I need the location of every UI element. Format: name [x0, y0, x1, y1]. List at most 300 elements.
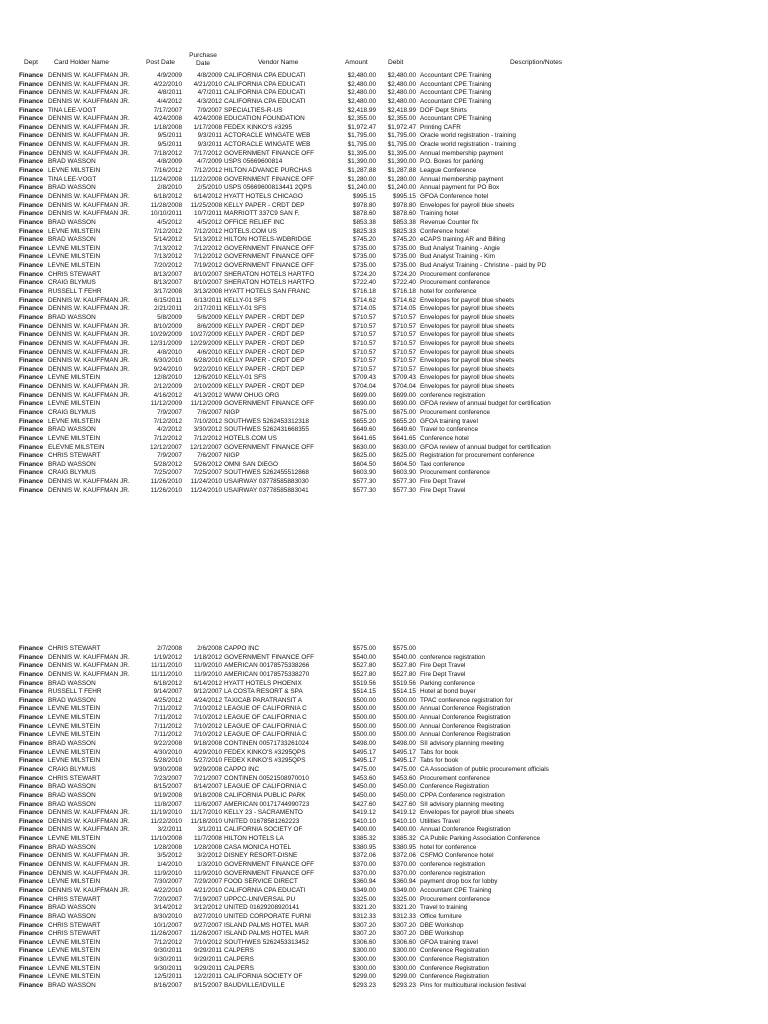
cell-card-holder: LEVNE MILSTEIN [48, 244, 101, 252]
table-row [0, 818, 768, 827]
header-post-date: Post Date [146, 59, 175, 66]
cell-amount: $349.00 [352, 886, 376, 894]
cell-purchase-date: 12/6/2010 [193, 374, 222, 382]
cell-purchase-date: 4/7/2011 [197, 89, 222, 97]
cell-post-date: 2/7/2008 [157, 645, 182, 652]
cell-amount: $498.00 [352, 740, 376, 748]
cell-debit: $604.50 [392, 460, 416, 468]
table-row [0, 870, 768, 879]
cell-vendor: LEAGUE OF CALIFORNIA C [224, 731, 307, 739]
cell-debit: $400.00 [392, 826, 416, 834]
cell-post-date: 4/24/2008 [153, 115, 182, 123]
table-row [0, 184, 768, 193]
cell-vendor: LEAGUE OF CALIFORNIA C [224, 705, 307, 713]
cell-card-holder: DENNIS W. KAUFFMAN JR. [48, 97, 130, 105]
cell-dept: Finance [19, 80, 44, 88]
cell-vendor: TAXICAB PARATRANSIT A [224, 696, 303, 704]
cell-amount: $625.00 [352, 452, 376, 460]
cell-amount: $321.20 [352, 904, 376, 912]
cell-card-holder: LEVNE MILSTEIN [48, 253, 101, 261]
cell-debit: $878.60 [392, 210, 416, 218]
cell-description: Procurement conference [420, 774, 490, 782]
cell-description: Envelopes for payroll blue sheets [420, 339, 515, 347]
cell-purchase-date: 1/17/2008 [193, 123, 222, 131]
table-row [0, 279, 768, 288]
cell-post-date: 12/31/2009 [150, 339, 182, 347]
cell-description: Annual Conference Registration [420, 705, 511, 713]
cell-purchase-date: 4/8/2009 [197, 72, 222, 79]
cell-purchase-date: 7/12/2012 [193, 253, 222, 261]
cell-purchase-date: 7/12/2012 [193, 227, 222, 235]
cell-dept: Finance [19, 149, 44, 157]
table-row [0, 349, 768, 358]
cell-post-date: 4/8/2010 [157, 348, 182, 356]
cell-post-date: 4/25/2012 [153, 696, 182, 704]
cell-vendor: NIGP [224, 452, 240, 460]
cell-post-date: 6/18/2012 [153, 679, 182, 687]
cell-vendor: HYATT HOTELS SAN FRANC [224, 288, 310, 296]
cell-amount: $380.95 [352, 843, 376, 851]
cell-description: conference registration [420, 391, 486, 399]
cell-post-date: 4/4/2012 [157, 97, 182, 105]
cell-amount: $853.38 [352, 218, 376, 226]
cell-post-date: 4/30/2010 [153, 748, 182, 756]
cell-dept: Finance [19, 869, 44, 877]
cell-post-date: 4/22/2010 [153, 886, 182, 894]
cell-amount: $724.20 [352, 270, 376, 278]
cell-description: Travel to conference [420, 426, 479, 434]
table-row [0, 435, 768, 444]
cell-post-date: 5/28/2010 [153, 757, 182, 765]
cell-amount: $710.57 [352, 365, 376, 373]
column-headers [0, 52, 768, 72]
table-row [0, 861, 768, 870]
cell-post-date: 2/12/2009 [153, 383, 182, 391]
cell-debit: $2,480.00 [387, 97, 416, 105]
cell-purchase-date: 4/21/2010 [193, 80, 222, 88]
cell-dept: Finance [19, 930, 44, 938]
cell-amount: $1,240.00 [347, 184, 376, 192]
cell-description: Pins for multicultural inclusion festival [420, 981, 526, 989]
cell-post-date: 11/24/2008 [150, 175, 182, 183]
cell-amount: $527.80 [352, 662, 376, 670]
table-row [0, 922, 768, 931]
table-row [0, 835, 768, 844]
cell-dept: Finance [19, 460, 44, 468]
cell-amount: $604.50 [352, 460, 376, 468]
cell-purchase-date: 4/29/2010 [193, 748, 222, 756]
cell-card-holder: BRAD WASSON [48, 184, 96, 192]
cell-dept: Finance [19, 218, 44, 226]
cell-post-date: 11/9/2010 [154, 869, 182, 877]
cell-debit: $710.57 [392, 331, 416, 339]
cell-post-date: 8/10/2009 [153, 322, 182, 330]
cell-debit: $603.90 [392, 469, 416, 477]
cell-post-date: 5/8/2009 [157, 313, 182, 321]
cell-vendor: HOTELS.COM US [224, 227, 277, 235]
cell-debit: $495.17 [392, 748, 416, 756]
cell-card-holder: DENNIS W. KAUFFMAN JR. [48, 817, 130, 825]
cell-purchase-date: 7/19/2007 [193, 895, 222, 903]
cell-vendor: CALIFORNIA SOCIETY OF [224, 826, 303, 834]
cell-description: conference registration [420, 869, 486, 877]
cell-card-holder: LEVNE MILSTEIN [48, 400, 101, 408]
cell-debit: $325.00 [392, 895, 416, 903]
cell-debit: $2,480.00 [387, 72, 416, 79]
cell-vendor: CALIFORNIA CPA EDUCATI [224, 72, 306, 79]
cell-dept: Finance [19, 72, 44, 79]
cell-vendor: KELLY PAPER - CRDT DEP [224, 357, 305, 365]
cell-debit: $427.60 [392, 800, 416, 808]
cell-vendor: SHERATON HOTELS HARTFO [224, 279, 315, 287]
cell-amount: $307.20 [352, 930, 376, 938]
cell-post-date: 9/30/2011 [154, 956, 182, 964]
cell-purchase-date: 12/12/2007 [190, 443, 222, 451]
cell-description: SII advisory planning meeting [420, 800, 504, 808]
cell-dept: Finance [19, 175, 44, 183]
cell-purchase-date: 9/29/2011 [194, 947, 222, 955]
cell-description: CPPA Conference registration [420, 791, 505, 799]
cell-post-date: 5/28/2012 [153, 460, 182, 468]
cell-post-date: 8/13/2007 [153, 270, 182, 278]
cell-purchase-date: 6/13/2011 [194, 296, 222, 304]
cell-amount: $300.00 [352, 947, 376, 955]
cell-description: Envelopes for payroll blue sheets [420, 365, 515, 373]
cell-vendor: ISLAND PALMS HOTEL MAR [224, 921, 309, 929]
cell-card-holder: LEVNE MILSTEIN [48, 262, 101, 270]
cell-card-holder: BRAD WASSON [48, 696, 96, 704]
cell-vendor: LEAGUE OF CALIFORNIA C [224, 714, 307, 722]
cell-description: CA Public Parking Association Conference [420, 835, 541, 843]
cell-dept: Finance [19, 305, 44, 313]
cell-card-holder: LEVNE MILSTEIN [48, 757, 101, 765]
cell-debit: $299.00 [392, 973, 416, 981]
table-row [0, 723, 768, 732]
cell-description: Office furniture [420, 912, 462, 920]
table-row [0, 305, 768, 314]
cell-debit: $655.20 [392, 417, 416, 425]
cell-description: eCAPS training AR and Billing [420, 236, 506, 244]
cell-description: Procurement conference [420, 270, 490, 278]
cell-description: GFOA Conference hotel [420, 192, 489, 200]
cell-post-date: 1/4/2010 [157, 861, 182, 869]
cell-purchase-date: 9/18/2008 [193, 740, 222, 748]
cell-purchase-date: 1/28/2008 [193, 843, 222, 851]
cell-vendor: BAUDVILLE/IDVILLE [224, 981, 285, 989]
cell-dept: Finance [19, 895, 44, 903]
cell-amount: $716.18 [352, 288, 376, 296]
cell-dept: Finance [19, 722, 44, 730]
cell-post-date: 9/5/2011 [157, 141, 182, 149]
cell-post-date: 11/26/2010 [150, 478, 182, 486]
cell-purchase-date: 3/13/2008 [193, 288, 222, 296]
cell-post-date: 11/11/2010 [150, 670, 182, 678]
cell-amount: $299.00 [352, 973, 376, 981]
cell-amount: $453.60 [352, 774, 376, 782]
cell-amount: $710.57 [352, 357, 376, 365]
cell-vendor: KELLY PAPER - CRDT DEP [224, 348, 305, 356]
table-row [0, 297, 768, 306]
cell-dept: Finance [19, 469, 44, 477]
table-row [0, 107, 768, 116]
cell-debit: $450.00 [392, 791, 416, 799]
cell-vendor: HILTON HOTELS LA [224, 835, 284, 843]
cell-dept: Finance [19, 956, 44, 964]
cell-purchase-date: 4/5/2012 [197, 218, 222, 226]
cell-post-date: 4/8/2011 [157, 89, 182, 97]
cell-vendor: SHERATON HOTELS HARTFO [224, 270, 315, 278]
table-row [0, 98, 768, 107]
cell-debit: $710.57 [392, 313, 416, 321]
cell-vendor: HOTELS.COM US [224, 434, 277, 442]
cell-vendor: LEAGUE OF CALIFORNIA C [224, 722, 307, 730]
cell-amount: $372.06 [352, 852, 376, 860]
cell-card-holder: BRAD WASSON [48, 783, 96, 791]
cell-description: Accountant CPE Training [420, 115, 492, 123]
cell-post-date: 6/18/2012 [153, 192, 182, 200]
cell-amount: $495.17 [352, 757, 376, 765]
cell-amount: $293.23 [352, 981, 376, 989]
cell-dept: Finance [19, 486, 44, 494]
cell-card-holder: LEVNE MILSTEIN [48, 956, 101, 964]
cell-description: Conference Registration [420, 964, 489, 972]
cell-description: Annual Conference Registration [420, 714, 511, 722]
cell-amount: $1,287.88 [347, 167, 376, 175]
cell-vendor: CONTINEN 00521508970010 [224, 774, 309, 782]
cell-dept: Finance [19, 158, 44, 166]
cell-debit: $500.00 [392, 714, 416, 722]
cell-vendor: KELLY PAPER - CRDT DEP [224, 365, 305, 373]
cell-purchase-date: 11/9/2010 [194, 662, 222, 670]
header-card-holder: Card Holder Name [54, 59, 109, 66]
cell-card-holder: LEVNE MILSTEIN [48, 167, 101, 175]
cell-vendor: KELLY PAPER - CRDT DEP [224, 339, 305, 347]
cell-post-date: 9/30/2008 [153, 765, 182, 773]
cell-description: hotel for conference [420, 843, 477, 851]
cell-vendor: GOVERNMENT FINANCE OFF [224, 869, 315, 877]
cell-purchase-date: 7/10/2012 [193, 722, 222, 730]
table-row [0, 374, 768, 383]
cell-post-date: 7/20/2012 [153, 262, 182, 270]
cell-vendor: USAIRWAY 03778585883041 [224, 486, 309, 494]
cell-dept: Finance [19, 106, 44, 114]
cell-card-holder: DENNIS W. KAUFFMAN JR. [48, 391, 130, 399]
cell-purchase-date: 8/6/2009 [197, 322, 222, 330]
table-row [0, 253, 768, 262]
cell-card-holder: BRAD WASSON [48, 426, 96, 434]
cell-description: Taxi conference [420, 460, 465, 468]
cell-post-date: 8/16/2007 [153, 981, 182, 989]
cell-purchase-date: 9/3/2011 [197, 132, 222, 140]
cell-dept: Finance [19, 408, 44, 416]
table-row [0, 680, 768, 689]
cell-amount: $500.00 [352, 722, 376, 730]
cell-purchase-date: 1/18/2012 [193, 653, 222, 661]
cell-card-holder: LEVNE MILSTEIN [48, 374, 101, 382]
cell-post-date: 4/8/2009 [157, 158, 182, 166]
table-row [0, 81, 768, 90]
table-row [0, 766, 768, 775]
cell-dept: Finance [19, 904, 44, 912]
table-row [0, 383, 768, 392]
cell-card-holder: DENNIS W. KAUFFMAN JR. [48, 869, 130, 877]
table-row [0, 219, 768, 228]
cell-debit: $716.18 [392, 288, 416, 296]
cell-amount: $722.40 [352, 279, 376, 287]
cell-description: GFOA training travel [420, 938, 478, 946]
cell-purchase-date: 4/24/2008 [193, 115, 222, 123]
cell-amount: $514.15 [352, 688, 376, 696]
cell-vendor: CONTINEN 00571733261024 [224, 740, 309, 748]
cell-amount: $2,418.99 [347, 106, 376, 114]
cell-purchase-date: 7/10/2012 [193, 417, 222, 425]
cell-dept: Finance [19, 714, 44, 722]
cell-card-holder: LEVNE MILSTEIN [48, 705, 101, 713]
cell-description: Accountant CPE Training [420, 80, 492, 88]
cell-dept: Finance [19, 835, 44, 843]
cell-debit: $704.04 [392, 383, 416, 391]
cell-description: Tabs for book [420, 757, 459, 765]
cell-post-date: 4/22/2010 [153, 80, 182, 88]
cell-card-holder: CRAIG BLYMUS [48, 279, 96, 287]
cell-amount: $2,480.00 [347, 89, 376, 97]
cell-dept: Finance [19, 434, 44, 442]
cell-vendor: UNITED CORPORATE FURNI [224, 912, 311, 920]
cell-dept: Finance [19, 279, 44, 287]
cell-amount: $1,395.00 [347, 149, 376, 157]
cell-description: CSFMO Conference hotel [420, 852, 494, 860]
cell-vendor: FEDEX KINKO'S #3295QPS [224, 748, 306, 756]
cell-debit: $527.80 [392, 670, 416, 678]
cell-debit: $710.57 [392, 348, 416, 356]
cell-card-holder: DENNIS W. KAUFFMAN JR. [48, 322, 130, 330]
cell-description: Accountant CPE Training [420, 97, 492, 105]
cell-purchase-date: 11/12/2009 [190, 400, 222, 408]
cell-vendor: AMERICAN 00178575338266 [224, 662, 310, 670]
cell-card-holder: DENNIS W. KAUFFMAN JR. [48, 662, 130, 670]
cell-debit: $500.00 [392, 722, 416, 730]
cell-debit: $735.00 [392, 244, 416, 252]
cell-debit: $450.00 [392, 783, 416, 791]
cell-purchase-date: 4/24/2012 [193, 696, 222, 704]
cell-dept: Finance [19, 339, 44, 347]
cell-description: conference registration [420, 861, 486, 869]
cell-vendor: CALPERS [224, 956, 254, 964]
cell-post-date: 5/14/2012 [153, 236, 182, 244]
cell-amount: $419.12 [352, 809, 376, 817]
cell-card-holder: BRAD WASSON [48, 679, 96, 687]
cell-vendor: LEAGUE OF CALIFORNIA C [224, 783, 307, 791]
cell-post-date: 11/12/2009 [150, 400, 182, 408]
cell-card-holder: DENNIS W. KAUFFMAN JR. [48, 339, 130, 347]
cell-dept: Finance [19, 313, 44, 321]
cell-purchase-date: 9/3/2011 [197, 141, 222, 149]
cell-dept: Finance [19, 244, 44, 252]
cell-card-holder: DENNIS W. KAUFFMAN JR. [48, 132, 130, 140]
cell-card-holder: LEVNE MILSTEIN [48, 748, 101, 756]
cell-post-date: 9/30/2011 [154, 947, 182, 955]
cell-card-holder: BRAD WASSON [48, 218, 96, 226]
cell-purchase-date: 7/9/2007 [197, 106, 222, 114]
cell-vendor: EDUCATION FOUNDATION [224, 115, 305, 123]
cell-amount: $1,795.00 [347, 141, 376, 149]
table-row [0, 228, 768, 237]
cell-purchase-date: 8/27/2010 [193, 912, 222, 920]
cell-dept: Finance [19, 253, 44, 261]
cell-purchase-date: 2/17/2011 [194, 305, 222, 313]
cell-debit: $675.00 [392, 408, 416, 416]
cell-amount: $710.57 [352, 313, 376, 321]
cell-vendor: USPS 05669600814 [224, 158, 283, 166]
cell-amount: $1,280.00 [347, 175, 376, 183]
cell-amount: $306.60 [352, 938, 376, 946]
cell-amount: $978.80 [352, 201, 376, 209]
cell-dept: Finance [19, 731, 44, 739]
table-row [0, 89, 768, 98]
cell-card-holder: DENNIS W. KAUFFMAN JR. [48, 826, 130, 834]
cell-dept: Finance [19, 391, 44, 399]
cell-card-holder: LEVNE MILSTEIN [48, 964, 101, 972]
cell-dept: Finance [19, 740, 44, 748]
cell-card-holder: CHRIS STEWART [48, 895, 101, 903]
cell-dept: Finance [19, 705, 44, 713]
cell-dept: Finance [19, 826, 44, 834]
cell-post-date: 7/13/2012 [153, 244, 182, 252]
cell-purchase-date: 5/26/2012 [193, 460, 222, 468]
cell-description: Revenue Counter fix [420, 218, 479, 226]
cell-dept: Finance [19, 348, 44, 356]
cell-description: Conference Registration [420, 947, 489, 955]
table-row [0, 340, 768, 349]
cell-description: Accountant CPE Training [420, 886, 492, 894]
cell-vendor: USPS 05669600813441 2QPS [224, 184, 312, 192]
cell-post-date: 7/13/2012 [153, 253, 182, 261]
cell-purchase-date: 12/2/2011 [194, 973, 222, 981]
cell-vendor: UPPCC-UNIVERSAL PU [224, 895, 296, 903]
cell-card-holder: RUSSELL T FEHR [48, 688, 102, 696]
cell-card-holder: DENNIS W. KAUFFMAN JR. [48, 115, 130, 123]
cell-amount: $325.00 [352, 895, 376, 903]
cell-card-holder: BRAD WASSON [48, 843, 96, 851]
cell-description: Envelopes for payroll blue sheets [420, 374, 515, 382]
cell-description: Fire Dept Travel [420, 670, 466, 678]
cell-vendor: CALPERS [224, 947, 254, 955]
cell-debit: $649.60 [392, 426, 416, 434]
cell-card-holder: LEVNE MILSTEIN [48, 947, 101, 955]
cell-dept: Finance [19, 774, 44, 782]
cell-post-date: 3/17/2008 [153, 288, 182, 296]
cell-debit: $2,355.00 [387, 115, 416, 123]
cell-description: Envelopes for payroll blue sheets [420, 348, 515, 356]
cell-dept: Finance [19, 89, 44, 97]
cell-purchase-date: 11/26/2007 [190, 930, 222, 938]
cell-vendor: KELLY PAPER - CRDT DEP [224, 201, 305, 209]
cell-vendor: CALIFORNIA SOCIETY OF [224, 973, 303, 981]
cell-vendor: CASA MONICA HOTEL [224, 843, 292, 851]
header-purchase-date: Purchase Date [189, 52, 217, 67]
cell-description: Fire Dept Travel [420, 478, 466, 486]
cell-debit: $500.00 [392, 731, 416, 739]
cell-amount: $495.17 [352, 748, 376, 756]
cell-post-date: 11/22/2010 [150, 817, 182, 825]
cell-purchase-date: 11/17/2010 [190, 809, 222, 817]
cell-card-holder: CRAIG BLYMUS [48, 469, 96, 477]
cell-card-holder: LEVNE MILSTEIN [48, 417, 101, 425]
cell-dept: Finance [19, 783, 44, 791]
cell-card-holder: CHRIS STEWART [48, 645, 101, 652]
cell-debit: $370.00 [392, 861, 416, 869]
cell-purchase-date: 8/14/2007 [193, 783, 222, 791]
